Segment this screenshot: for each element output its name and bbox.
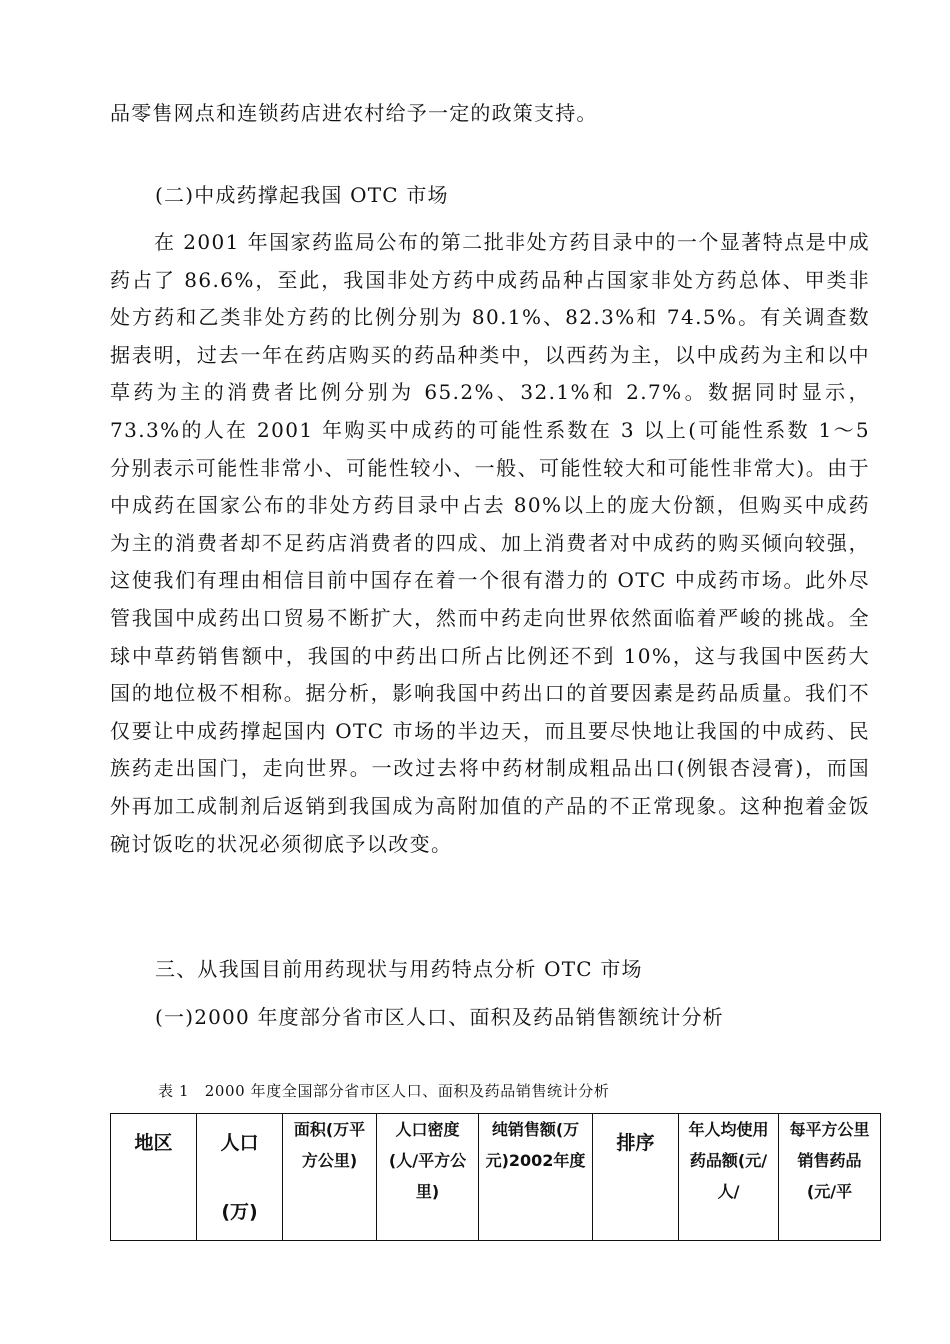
header-net-sales [479,1114,593,1241]
section-heading-3: 三、从我国目前用药现状与用药特点分析 OTC 市场 [155,957,643,981]
header-net-sales-text: 纯销售额(万元)2002年度 [485,1120,586,1170]
paragraph-body: 在 2001 年国家药监局公布的第二批非处方药目录中的一个显著特点是中成药占了 86.6%，至此，我国非处方药中成药品种占国家非处方药总体、甲类非处方药和乙类非处方药的比例分别为 80.1%、82.3%和 74.5%。有关调查数据表明，过去一年在药店购买的药品种类中，以西药为主，以中成药为主和以中草药为主的消费者比例分别为 65.2%、32.1%和 2.7%。数据同时显示，73.3%的人在 2001 年购买中成药的可能性系数在 3 以上(可能性系数 1～5 分别表示可能性非常小、可能性较小、一般、可能性较大和可能性非常大)。由于中成药在国家公布的非处方药目录中占去 80%以上的庞大份额，但购买中成药为主的消费者却不足药店消费者的四成、加上消费者对中成药的购买倾向较强，这使我们有理由相信目前中国存在着一个很有潜力的 OTC 中成药市场。此外尽管我国中成药出口贸易不断扩大，然而中药走向世界依然面临着严峻的挑战。全球中草药销售额中，我国的中药出口所占比例还不到 10%，这与我国中医药大国的地位极不相称。据分析，影响我国中药出口的首要因素是药品质量。我们不仅要让中成药撑起国内 OTC 市场的半边天，而且要尽快地让我国的中成药、民族药走出国门，走向世界。一改过去将中药材制成粗品出口(例银杏浸膏)，而国外再加工成制剂后返销到我国成为高附加值的产品的不正常现象。这种抱着金饭碗讨饭吃的状况必须彻底予以改变。 [110,230,870,856]
header-per-sqkm [779,1114,881,1241]
header-per-capita [679,1114,779,1241]
statistics-table [110,1113,881,1241]
table-caption: 表 1 2000 年度全国部分省市区人口、面积及药品销售统计分析 [158,1082,610,1100]
header-population-label: 人口 [220,1132,259,1154]
header-rank: 排序 [593,1114,679,1241]
subsection-heading-otc-tcm: (二)中成药撑起我国 OTC 市场 [155,183,449,207]
header-area [283,1114,377,1241]
table-header-row [111,1114,881,1241]
header-population [197,1114,283,1241]
header-region: 地区 [111,1114,197,1241]
header-per-capita-text: 年人均使用药品额(元/人/ [688,1120,769,1201]
header-area-text: 面积(万平方公里) [293,1120,366,1170]
header-density [377,1114,479,1241]
header-density-text: 人口密度(人/平方公里) [388,1120,467,1201]
header-population-unit: (万) [221,1201,258,1223]
paragraph-continuation: 品零售网点和连锁药店进农村给予一定的政策支持。 [110,101,598,125]
subsection-heading-2000-stats: (一)2000 年度部分省市区人口、面积及药品销售额统计分析 [155,1005,724,1029]
header-per-sqkm-text: 每平方公里销售药品(元/平 [789,1120,870,1201]
